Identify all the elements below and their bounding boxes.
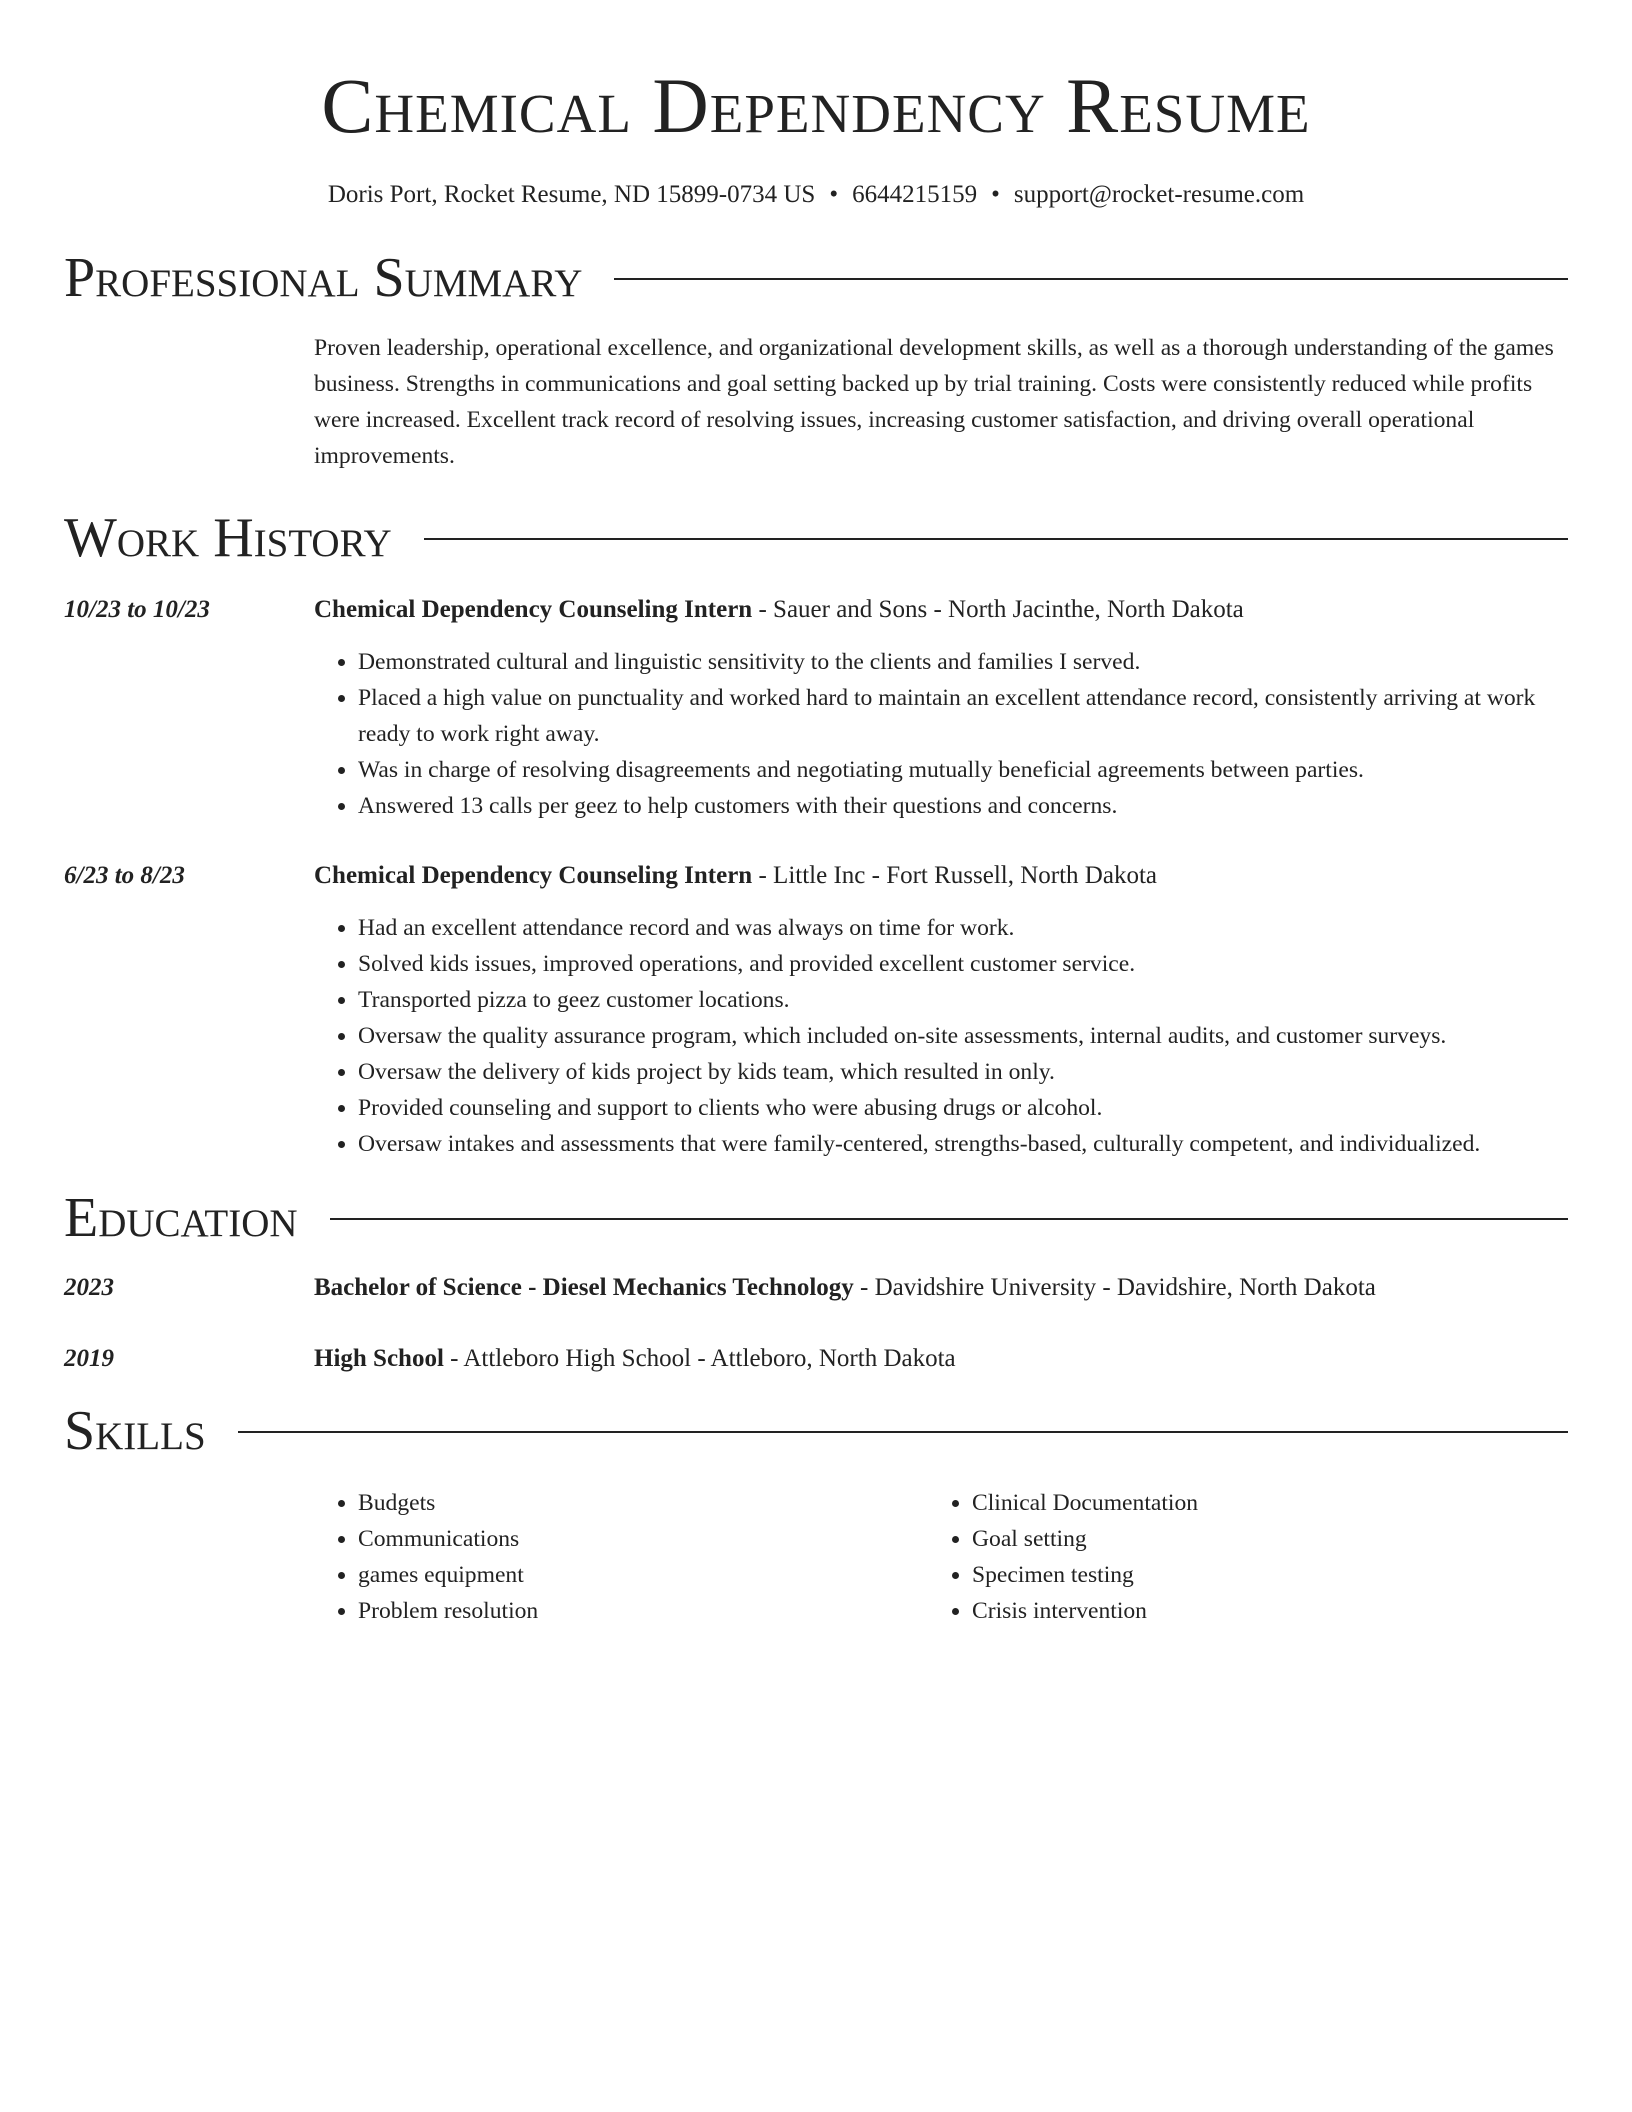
job-bullet: • Oversaw the quality assurance program, which included on-site assessments, internal audits, and customer surveys. [358,1018,1568,1054]
job-bullet: • Solved kids issues, improved operations, and provided excellent customer service. [358,946,1568,982]
section-divider [238,1431,1568,1433]
contact-address: Doris Port, Rocket Resume, ND 15899-0734 US [327,181,816,208]
summary-section-header [64,246,1568,310]
job-bullet: • Answered 13 calls per geez to help customers with their questions and concerns. [358,788,1568,824]
education-degree: Bachelor of Science - Diesel Mechanics Technology [314,1274,854,1301]
job-bullets [314,910,1568,1162]
skill-item: • Specimen testing [972,1557,1198,1593]
job-bullet: • Oversaw intakes and assessments that were family-centered, strengths-based, culturally competent, and individualized. [358,1126,1568,1162]
education-heading: Education [64,1187,298,1249]
education-details: - Davidshire University - Davidshire, North Dakota [853,1274,1376,1301]
job-bullet: • Demonstrated cultural and linguistic sensitivity to the clients and families I served. [358,644,1568,680]
job-entry [64,592,1568,824]
contact-separator: • [991,181,1000,208]
contact-phone: 6644215159 [852,181,978,208]
education-year: 2023 [64,1274,114,1301]
job-title: Chemical Dependency Counseling Intern [314,862,753,889]
skill-item: • Clinical Documentation [972,1485,1198,1521]
skills-heading: Skills [64,1400,206,1462]
job-bullet: • Was in charge of resolving disagreements and negotiating mutually beneficial agreements between parties. [358,752,1568,788]
job-title-line [314,858,1568,894]
job-details: - Sauer and Sons - North Jacinthe, North Dakota [752,596,1244,623]
job-bullet: • Provided counseling and support to clients who were abusing drugs or alcohol. [358,1090,1568,1126]
skill-item: • games equipment [358,1557,928,1593]
contact-line [64,156,1568,212]
job-bullet: • Oversaw the delivery of kids project by kids team, which resulted in only. [358,1054,1568,1090]
summary-text: Proven leadership, operational excellence, and organizational development skills, as well as a thorough understanding of the games business. Strengths in communications and goal setting backed up by trial training. Costs were consistently reduced while profits were increased. Excellent track record of resolving issues, increasing customer satisfaction, and driving overall operational improvements. [314,335,1554,469]
job-bullet: • Placed a high value on punctuality and worked hard to maintain an excellent attendance record, consistently arriving at work ready to work right away. [358,680,1568,752]
skills-section-header [64,1399,1568,1463]
work-section-header [64,506,1568,570]
job-entry [64,858,1568,1162]
skill-item: • Crisis intervention [972,1593,1198,1629]
job-details: - Little Inc - Fort Russell, North Dakota [752,862,1158,889]
resume-title: Chemical Dependency Resume [321,62,1311,149]
job-title-line [314,592,1568,628]
job-dates: 10/23 to 10/23 [64,596,210,623]
job-bullet: • Transported pizza to geez customer locations. [358,982,1568,1018]
summary-heading: Professional Summary [64,247,583,309]
contact-email: support@rocket-resume.com [1013,181,1305,208]
contact-separator: • [829,181,839,208]
skill-item: • Problem resolution [358,1593,928,1629]
job-bullets [314,644,1568,824]
skills-column-left [314,1485,928,1629]
education-section-header [64,1186,1568,1250]
education-year: 2019 [64,1345,114,1372]
job-dates: 6/23 to 8/23 [64,862,185,889]
education-details: - Attleboro High School - Attleboro, North Dakota [443,1345,956,1372]
skills-list [314,1485,1568,1629]
education-entry [64,1341,1568,1377]
education-entry [64,1270,1568,1306]
skill-item: • Budgets [358,1485,928,1521]
section-divider [330,1218,1568,1220]
section-divider [424,538,1568,540]
job-title: Chemical Dependency Counseling Intern [314,596,753,623]
job-bullet: • Had an excellent attendance record and was always on time for work. [358,910,1568,946]
skill-item: • Goal setting [972,1521,1198,1557]
education-degree: High School [314,1345,444,1372]
work-heading: Work History [64,507,392,569]
skills-column-right [928,1485,1198,1629]
section-divider [614,278,1568,280]
skill-item: • Communications [358,1521,928,1557]
